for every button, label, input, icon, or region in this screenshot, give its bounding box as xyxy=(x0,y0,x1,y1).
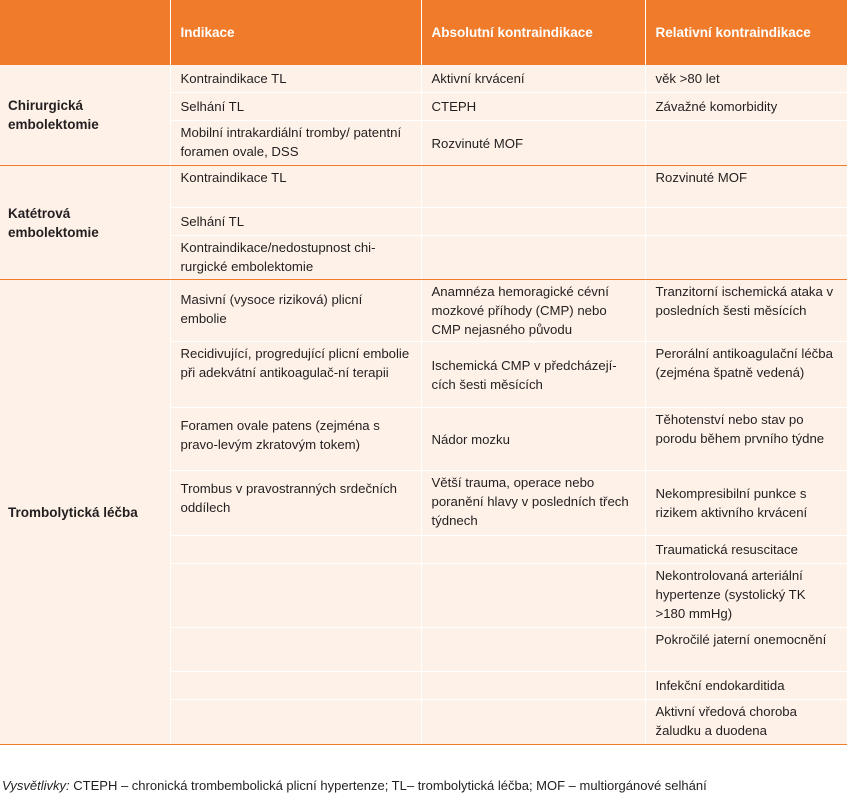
section-label-catheter: Katétrová embolektomie xyxy=(0,166,170,280)
cell-absolute: Aktivní krvácení xyxy=(421,65,645,93)
cell-relative: Rozvinuté MOF xyxy=(645,166,847,208)
cell-relative: Infekční endokarditida xyxy=(645,672,847,700)
cell-relative: Těhotenství nebo stav po porodu během prvního týdne xyxy=(645,408,847,471)
table-row xyxy=(0,65,847,93)
footnote-text: CTEPH – chronická trombembolická plicní hypertenze; TL– trombolytická léčba; MOF – multiorgánové selhání xyxy=(69,778,707,793)
cell-absolute xyxy=(421,628,645,672)
cell-relative: Aktivní vředová choroba žaludku a duodena xyxy=(645,700,847,745)
section-label-surgical: Chirurgická embolektomie xyxy=(0,65,170,166)
cell-absolute: CTEPH xyxy=(421,93,645,121)
cell-indication: Kontraindikace TL xyxy=(170,65,421,93)
cell-indication: Selhání TL xyxy=(170,93,421,121)
cell-indication: Masivní (vysoce riziková) plicní embolie xyxy=(170,280,421,342)
cell-relative xyxy=(645,121,847,166)
cell-indication: Mobilní intrakardiální tromby/ patentní foramen ovale, DSS xyxy=(170,121,421,166)
cell-relative: Traumatická resuscitace xyxy=(645,536,847,564)
cell-absolute xyxy=(421,536,645,564)
table-row xyxy=(0,166,847,208)
header-indications: Indikace xyxy=(170,0,421,65)
cell-absolute xyxy=(421,700,645,745)
footnote xyxy=(2,778,707,793)
cell-absolute xyxy=(421,564,645,628)
cell-indication: Trombus v pravostranných srdečních oddílech xyxy=(170,471,421,536)
cell-indication xyxy=(170,700,421,745)
cell-absolute xyxy=(421,236,645,280)
cell-relative: Perorální antikoagulační léčba (zejména špatně vedená) xyxy=(645,342,847,408)
cell-indication: Recidivující, progredující plicní embolie při adekvátní antikoagulač-ní terapii xyxy=(170,342,421,408)
cell-relative xyxy=(645,236,847,280)
cell-indication: Selhání TL xyxy=(170,208,421,236)
cell-indication: Kontraindikace/nedostupnost chi-rurgické embolektomie xyxy=(170,236,421,280)
cell-absolute xyxy=(421,166,645,208)
cell-indication xyxy=(170,672,421,700)
cell-absolute xyxy=(421,672,645,700)
cell-indication: Kontraindikace TL xyxy=(170,166,421,208)
cell-absolute: Anamnéza hemoragické cévní mozkové příhody (CMP) nebo CMP nejasného původu xyxy=(421,280,645,342)
cell-indication xyxy=(170,564,421,628)
cell-absolute: Ischemická CMP v předcházejí-cích šesti měsících xyxy=(421,342,645,408)
section-label-thrombolytic: Trombolytická léčba xyxy=(0,280,170,745)
cell-indication xyxy=(170,536,421,564)
cell-indication xyxy=(170,628,421,672)
cell-absolute xyxy=(421,208,645,236)
cell-relative: Závažné komorbidity xyxy=(645,93,847,121)
cell-relative: Nekontrolovaná arteriální hypertenze (systolický TK >180 mmHg) xyxy=(645,564,847,628)
cell-relative: věk >80 let xyxy=(645,65,847,93)
cell-absolute: Nádor mozku xyxy=(421,408,645,471)
cell-relative: Nekompresibilní punkce s rizikem aktivního krvácení xyxy=(645,471,847,536)
header-section xyxy=(0,0,170,65)
cell-absolute: Větší trauma, operace nebo poranění hlavy v posledních třech týdnech xyxy=(421,471,645,536)
table-row xyxy=(0,280,847,342)
header-row xyxy=(0,0,847,65)
header-absolute: Absolutní kontraindikace xyxy=(421,0,645,65)
cell-relative: Pokročilé jaterní onemocnění xyxy=(645,628,847,672)
footnote-label: Vysvětlivky: xyxy=(2,778,70,793)
header-relative: Relativní kontraindikace xyxy=(645,0,847,65)
cell-relative xyxy=(645,208,847,236)
cell-absolute: Rozvinuté MOF xyxy=(421,121,645,166)
cell-indication: Foramen ovale patens (zejména s pravo-levým zkratovým tokem) xyxy=(170,408,421,471)
cell-relative: Tranzitorní ischemická ataka v posledních šesti měsících xyxy=(645,280,847,342)
